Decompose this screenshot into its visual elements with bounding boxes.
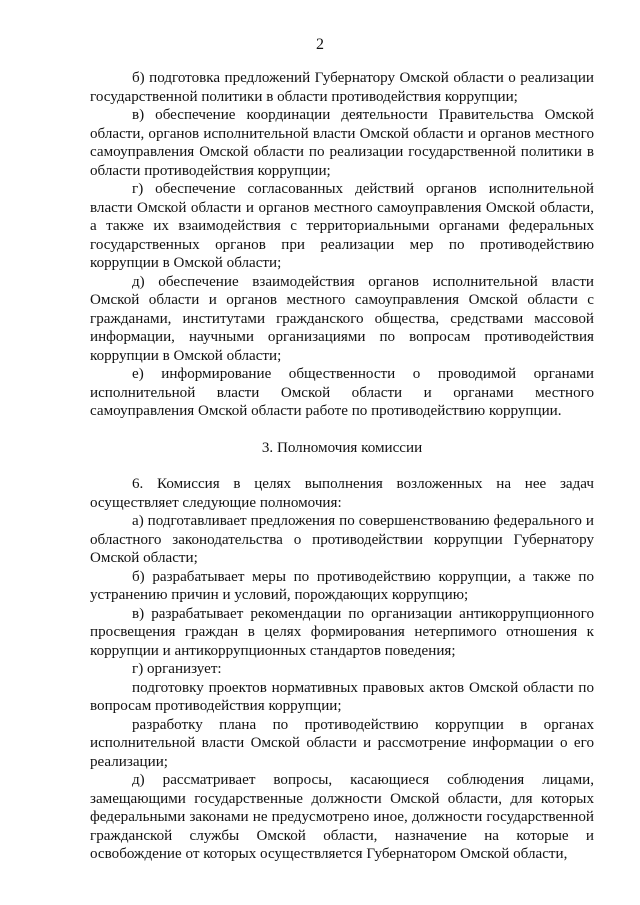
paragraph-v: в) обеспечение координации деятельности Правительства Омской области, органов исполнительной власти Омской области и органов местного самоуправления Омской области по реализации государственной политики в области противодействия коррупции;: [90, 107, 594, 179]
paragraph-power-g: г) организует:: [132, 661, 222, 677]
page-number: 2: [316, 36, 324, 53]
paragraph-b: б) подготовка предложений Губернатору Омской области о реализации государственной политики в области противодействия коррупции;: [90, 70, 594, 105]
paragraph-power-g-2: разработку плана по противодействию коррупции в органах исполнительной власти Омской области и рассмотрение информации о его реализации;: [90, 716, 594, 770]
paragraph-power-a: а) подготавливает предложения по совершенствованию федерального и областного законодательства о противодействии коррупции Губернатору Омской области;: [90, 513, 594, 566]
paragraph-power-v: в) разрабатывает рекомендации по организации антикоррупционного просвещения граждан в целях формирования нетерпимого отношения к коррупции и антикоррупционных стандартов поведения;: [90, 605, 594, 659]
paragraph-g: г) обеспечение согласованных действий органов исполнительной власти Омской области и органов местного самоуправления Омской области, а также их взаимодействия с территориальными органами федеральных государственных органов при реализации мер по противодействию коррупции в Омской области;: [90, 181, 594, 271]
paragraph-item-6: 6. Комиссия в целях выполнения возложенных на нее задач осуществляет следующие полномочия:: [90, 476, 594, 511]
section-heading: 3. Полномочия комиссии: [261, 439, 423, 456]
paragraph-d: д) обеспечение взаимодействия органов исполнительной власти Омской области и органов местного самоуправления Омской области с гражданами, институтами гражданского общества, средствами массовой информации, научными организациями по вопросам противодействия коррупции в Омской области;: [90, 273, 594, 364]
paragraph-power-d: д) рассматривает вопросы, касающиеся соблюдения лицами, замещающими государственные должности Омской области, для которых федеральными законами не предусмотрено иное, должности государственной гражданской службы Омской области, назначение на которые и освобождение от которых осуществляется Губернатором Омской области,: [90, 772, 594, 862]
paragraph-e: е) информирование общественности о проводимой органами исполнительной власти Омской области и органами местного самоуправления Омской области работе по противодействию коррупции.: [90, 366, 594, 419]
document-body: [90, 69, 594, 864]
paragraph-power-g-1: подготовку проектов нормативных правовых актов Омской области по вопросам противодействия коррупции;: [90, 679, 594, 714]
paragraph-power-b: б) разрабатывает меры по противодействию коррупции, а также по устранению причин и условий, порождающих коррупцию;: [90, 568, 594, 603]
